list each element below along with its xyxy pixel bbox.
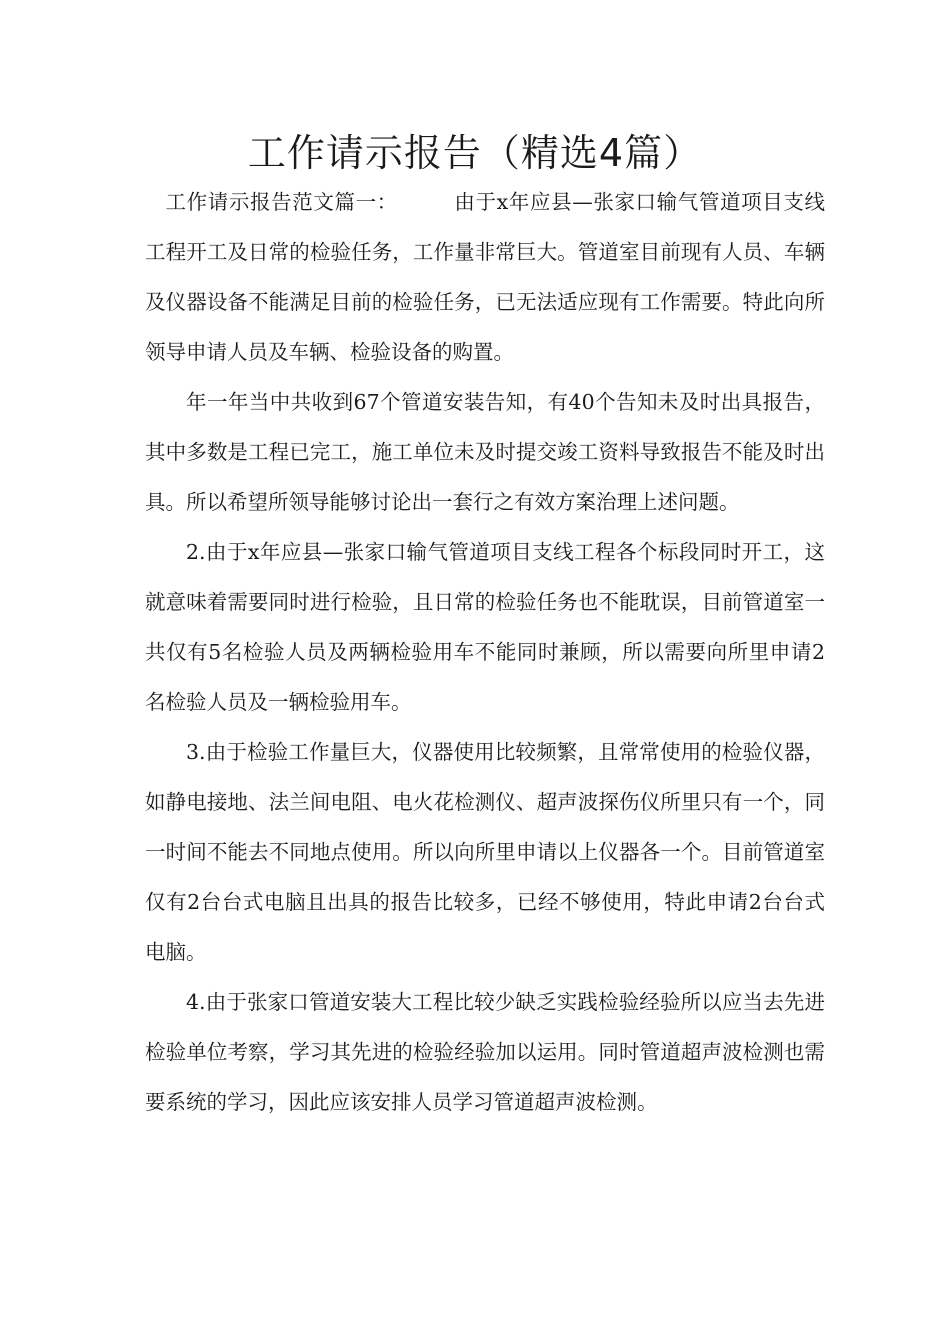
paragraph-4: 3.由于检验工作量巨大，仪器使用比较频繁，且常常使用的检验仪器，如静电接地、法兰间电阻、电火花检测仪、超声波探伤仪所里只有一个，同一时间不能去不同地点使用。所以向所里申请以上仪器各一个。目前管道室仅有2台台式电脑且出具的报告比较多，已经不够使用，特此申请2台台式电脑。 [145,740,825,964]
section-label: 工作请示报告范文篇一： [165,190,398,214]
paragraph-1-text: 由于x年应县—张家口输气管道项目支线工程开工及日常的检验任务，工作量非常巨大。管道室目前现有人员、车辆及仪器设备不能满足目前的检验任务，已无法适应现有工作需要。特此向所领导申请人员及车辆、检验设备的购置。 [145,190,826,364]
paragraph-2: 年一年当中共收到67个管道安装告知，有40个告知未及时出具报告，其中多数是工程已完工，施工单位未及时提交竣工资料导致报告不能及时出具。所以希望所领导能够讨论出一套行之有效方案治理上述问题。 [145,390,825,514]
document-body [145,177,825,1127]
paragraph-1 [145,177,825,377]
paragraph-5: 4.由于张家口管道安装大工程比较少缺乏实践检验经验所以应当去先进检验单位考察，学习其先进的检验经验加以运用。同时管道超声波检测也需要系统的学习，因此应该安排人员学习管道超声波检测。 [145,990,825,1114]
document-title: 工作请示报告（精选4篇） [247,131,703,175]
paragraph-3: 2.由于x年应县—张家口输气管道项目支线工程各个标段同时开工，这就意味着需要同时进行检验，且日常的检验任务也不能耽误，目前管道室一共仅有5名检验人员及两辆检验用车不能同时兼顾，所以需要向所里申请2名检验人员及一辆检验用车。 [145,540,825,714]
